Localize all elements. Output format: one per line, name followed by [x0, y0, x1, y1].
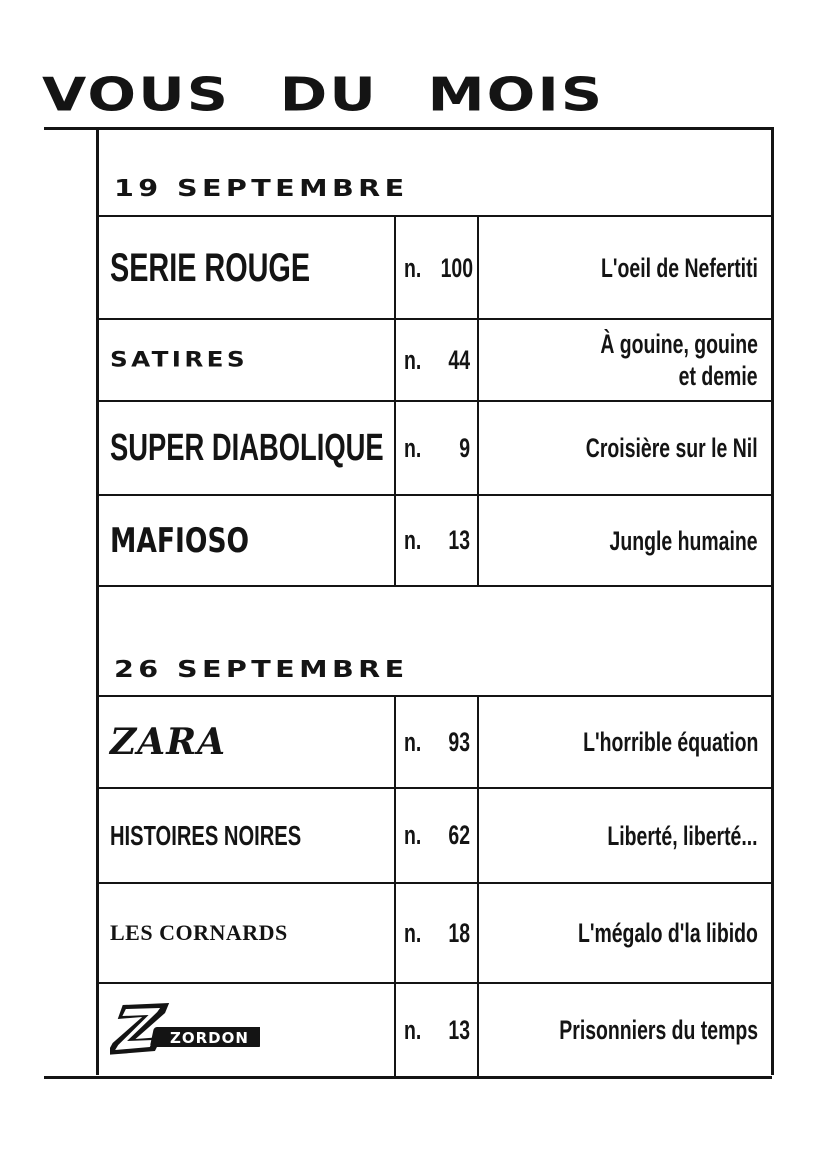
issue-cell: [398, 496, 474, 585]
story-title: Liberté, liberté...: [607, 820, 758, 851]
story-title: Prisonniers du temps: [559, 1015, 758, 1045]
story-title: Jungle humaine: [610, 525, 758, 556]
story-cell: [482, 789, 758, 882]
series-name: LES CORNARDS: [110, 920, 288, 945]
issue-cell: [398, 884, 474, 982]
series-cell: [110, 984, 392, 1076]
series-name: HISTOIRES NOIRES: [110, 819, 302, 851]
issue-prefix: n.: [404, 525, 422, 555]
zordon-logo-text: ZORDON: [170, 1029, 249, 1047]
issue-number: 44: [448, 344, 470, 375]
issue-number: 93: [448, 726, 470, 757]
issue-prefix: n.: [404, 344, 422, 375]
issue-prefix: n.: [404, 432, 422, 463]
zara-logo: ZARA: [110, 721, 227, 763]
column-divider: [477, 215, 479, 587]
story-cell: [482, 218, 758, 318]
issue-cell: [398, 697, 474, 787]
issue-number: 18: [448, 917, 470, 948]
story-title-line1: À gouine, gouine: [600, 329, 758, 359]
series-cell: [110, 884, 392, 982]
story-title: L'horrible équation: [582, 727, 758, 757]
series-name: SERIE ROUGE: [110, 245, 311, 290]
issue-prefix: n.: [404, 1014, 422, 1045]
column-divider: [477, 695, 479, 1077]
issue-prefix: n.: [404, 917, 422, 948]
story-title-line2: et demie: [679, 361, 758, 391]
issue-cell: [398, 218, 474, 318]
story-cell: [482, 884, 758, 982]
page-title: VOUS DU MOIS: [42, 68, 605, 122]
story-cell: [482, 697, 758, 787]
section-date-heading: 19 SEPTEMBRE: [114, 175, 409, 203]
zordon-logo: [110, 999, 260, 1061]
issue-number: 100: [440, 252, 474, 283]
series-cell: [110, 697, 392, 787]
series-cell: [110, 218, 392, 318]
story-title: L'oeil de Nefertiti: [601, 253, 758, 283]
bottom-rule: [44, 1076, 772, 1079]
issue-cell: [398, 984, 474, 1076]
story-title: Croisière sur le Nil: [586, 433, 758, 463]
issue-cell: [398, 789, 474, 882]
story-cell: [482, 402, 758, 494]
issue-prefix: n.: [404, 252, 422, 283]
story-cell: [482, 496, 758, 585]
story-cell: [482, 984, 758, 1076]
series-cell: [110, 402, 392, 494]
series-name: MAFIOSO: [110, 520, 250, 561]
section-date-heading: 26 SEPTEMBRE: [114, 656, 409, 684]
issue-cell: [398, 320, 474, 400]
series-name: SATIRES: [110, 348, 248, 372]
issue-number: 13: [448, 525, 470, 555]
issue-number: 13: [448, 1014, 470, 1045]
story-cell: [482, 320, 758, 400]
column-divider: [394, 215, 396, 587]
issue-number: 62: [448, 820, 470, 850]
column-divider: [394, 695, 396, 1077]
series-cell: [110, 320, 392, 400]
row-divider: [96, 585, 771, 587]
issue-number: 9: [459, 432, 470, 463]
series-cell: [110, 789, 392, 882]
row-divider: [96, 215, 771, 217]
issue-prefix: n.: [404, 726, 422, 757]
series-name: SUPER DIABOLIQUE: [110, 426, 384, 469]
issue-prefix: n.: [404, 820, 422, 850]
series-cell: [110, 496, 392, 585]
issue-cell: [398, 402, 474, 494]
story-title: L'mégalo d'la libido: [578, 918, 758, 948]
